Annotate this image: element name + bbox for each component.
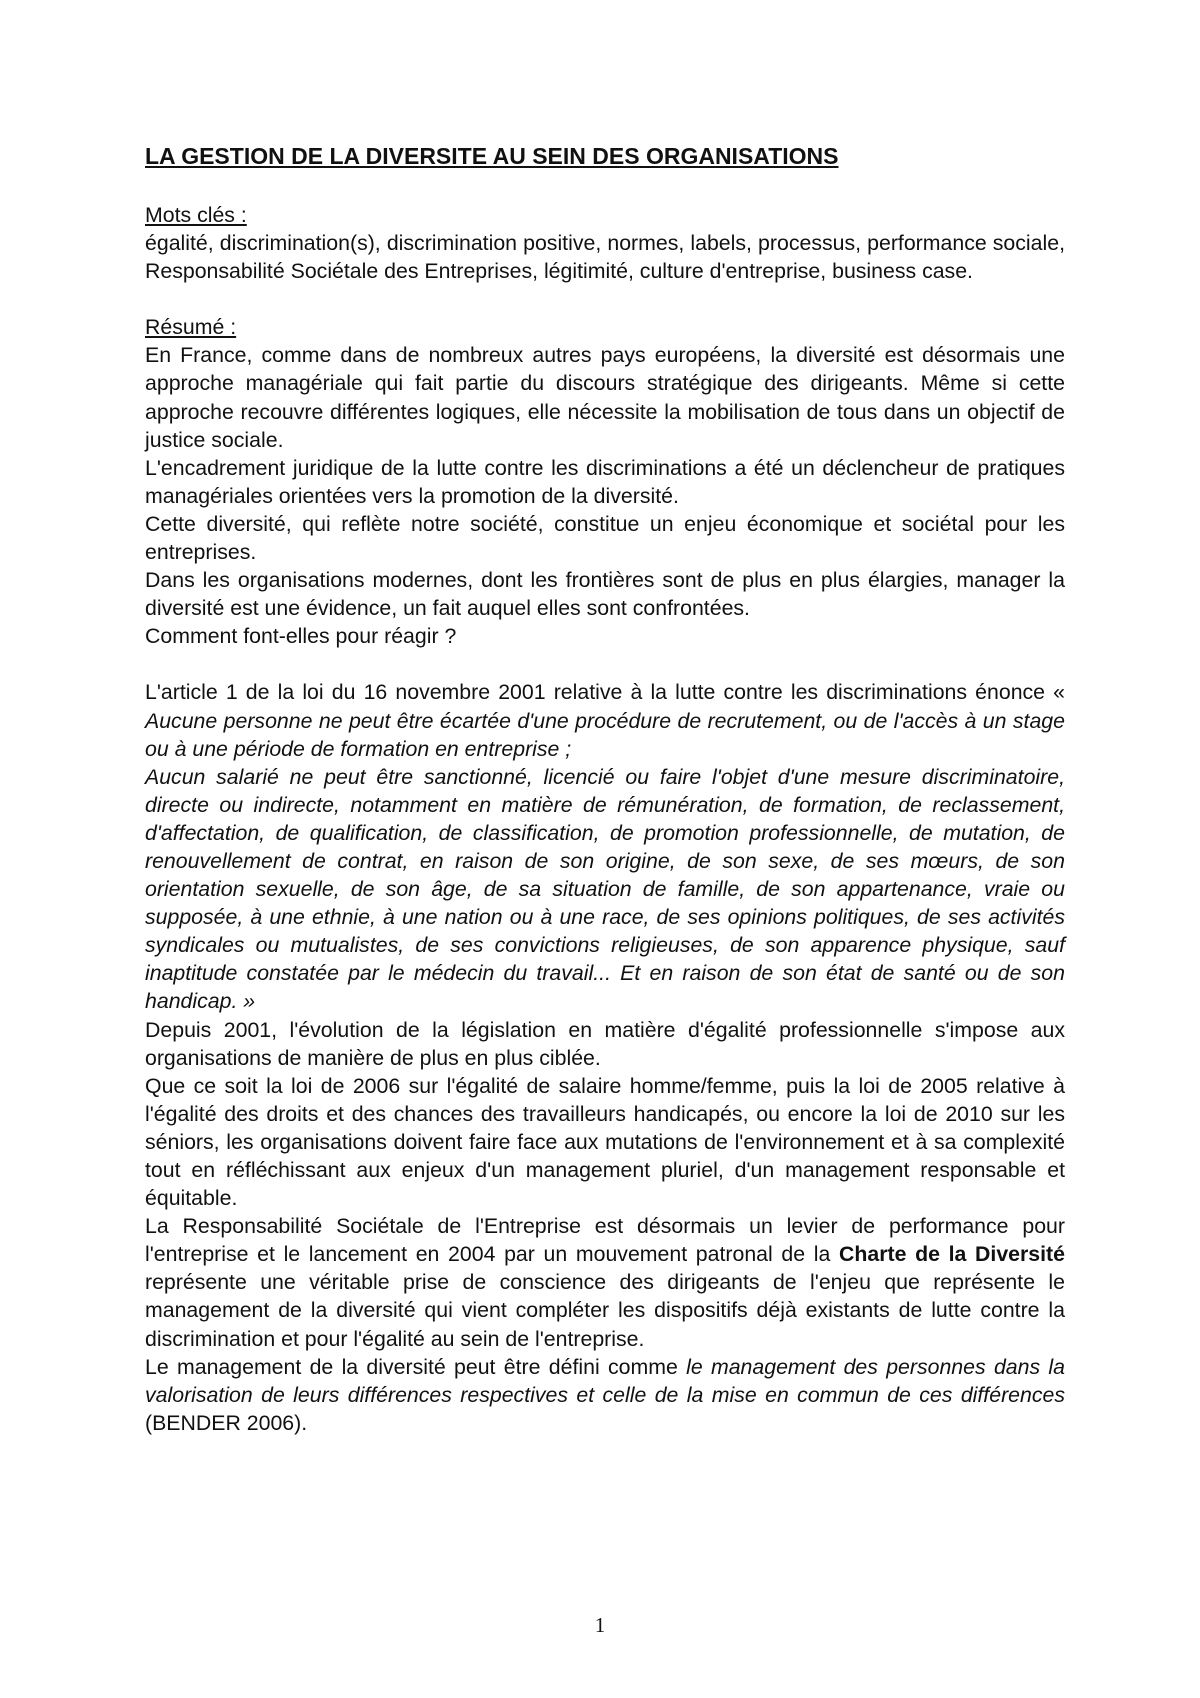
rse-paragraph bbox=[145, 1212, 1065, 1352]
law-article-paragraph bbox=[145, 678, 1065, 762]
summary-label: Résumé : bbox=[145, 315, 237, 340]
laws-paragraph: Que ce soit la loi de 2006 sur l'égalité de salaire homme/femme, puis la loi de 2005 relative à l'égalité des droits et des chances des travailleurs handicapés, ou encore la loi de 2010 sur les séniors, les organisations doivent faire face aux mutations de l'environnement et à sa complexité tout en réfléchissant aux enjeux d'un management pluriel, d'un management responsable et équitable. bbox=[145, 1073, 1065, 1211]
charter-name: Charte de la Diversité bbox=[838, 1242, 1065, 1267]
summary-paragraph: Dans les organisations modernes, dont les frontières sont de plus en plus élargies, manager la diversité est une évidence, un fait auquel elles sont confrontées. bbox=[145, 568, 1065, 621]
spacer bbox=[145, 650, 1065, 678]
law-article-intro: L'article 1 de la loi du 16 novembre 2001 relative à la lutte contre les discriminations énonce « bbox=[145, 680, 1065, 705]
definition-text: Le management de la diversité peut être défini comme bbox=[145, 1354, 687, 1379]
definition-paragraph bbox=[145, 1353, 1065, 1437]
keywords-label: Mots clés : bbox=[145, 203, 247, 227]
summary-paragraph: En France, comme dans de nombreux autres pays européens, la diversité est désormais une approche managériale qui fait partie du discours stratégique des dirigeants. Même si cette approche recouvre différentes logiques, elle nécessite la mobilisation de tous dans un objectif de justice sociale. bbox=[145, 343, 1065, 452]
rse-text: La Responsabilité Sociétale de l'Entreprise est désormais un levier de performance pour l'entreprise et le lancement en 2004 par un mouvement patronal de la bbox=[145, 1214, 1065, 1267]
summary-paragraph: Cette diversité, qui reflète notre société, constitue un enjeu économique et sociétal pour les entreprises. bbox=[145, 511, 1065, 565]
law-article-quote: Aucune personne ne peut être écartée d'une procédure de recrutement, ou de l'accès à un stage ou à une période de formation en entreprise ; bbox=[145, 708, 1065, 761]
spacer bbox=[145, 285, 1065, 313]
summary-paragraph: L'encadrement juridique de la lutte contre les discriminations a été un déclencheur de pratiques managériales orientées vers la promotion de la diversité. bbox=[145, 455, 1065, 508]
definition-citation: (BENDER 2006). bbox=[145, 1410, 308, 1435]
document-body bbox=[145, 141, 1065, 1437]
document-title: LA GESTION DE LA DIVERSITE AU SEIN DES ORGANISATIONS bbox=[145, 143, 839, 169]
definition-quote: le management des personnes dans la valorisation de leurs différences respectives et celle de la mise en commun de ces différences bbox=[145, 1354, 1065, 1407]
page-number: 1 bbox=[594, 1613, 606, 1637]
rse-text-continued: représente une véritable prise de conscience des dirigeants de l'enjeu que représente le management de la diversité qui vient compléter les dispositifs déjà existants de lutte contre la discrimination et pour l'égalité au sein de l'entreprise. bbox=[145, 1270, 1065, 1351]
law-article-quote-continued: Aucun salarié ne peut être sanctionné, licencié ou faire l'objet d'une mesure discriminatoire, directe ou indirecte, notamment en matière de rémunération, de formation, de reclassement, d'affectation, de qualification, de classification, de promotion professionnelle, de mutation, de renouvellement de contrat, en raison de son origine, de son sexe, de ses mœurs, de son orientation sexuelle, de son âge, de sa situation de famille, de son appartenance, vraie ou supposée, à une ethnie, à une nation ou à une race, de ses opinions politiques, de ses activités syndicales ou mutualistes, de ses convictions religieuses, de son apparence physique, sauf inaptitude constatée par le médecin du travail... Et en raison de son état de santé ou de son handicap. » bbox=[145, 764, 1065, 1014]
summary-paragraph: Comment font-elles pour réagir ? bbox=[145, 624, 457, 649]
keywords-text: égalité, discrimination(s), discrimination positive, normes, labels, processus, performance sociale, Responsabilité Sociétale des Entreprises, légitimité, culture d'entreprise, business case. bbox=[145, 231, 1065, 284]
legislation-paragraph: Depuis 2001, l'évolution de la législation en matière d'égalité professionnelle s'impose aux organisations de manière de plus en plus ciblée. bbox=[145, 1017, 1065, 1070]
